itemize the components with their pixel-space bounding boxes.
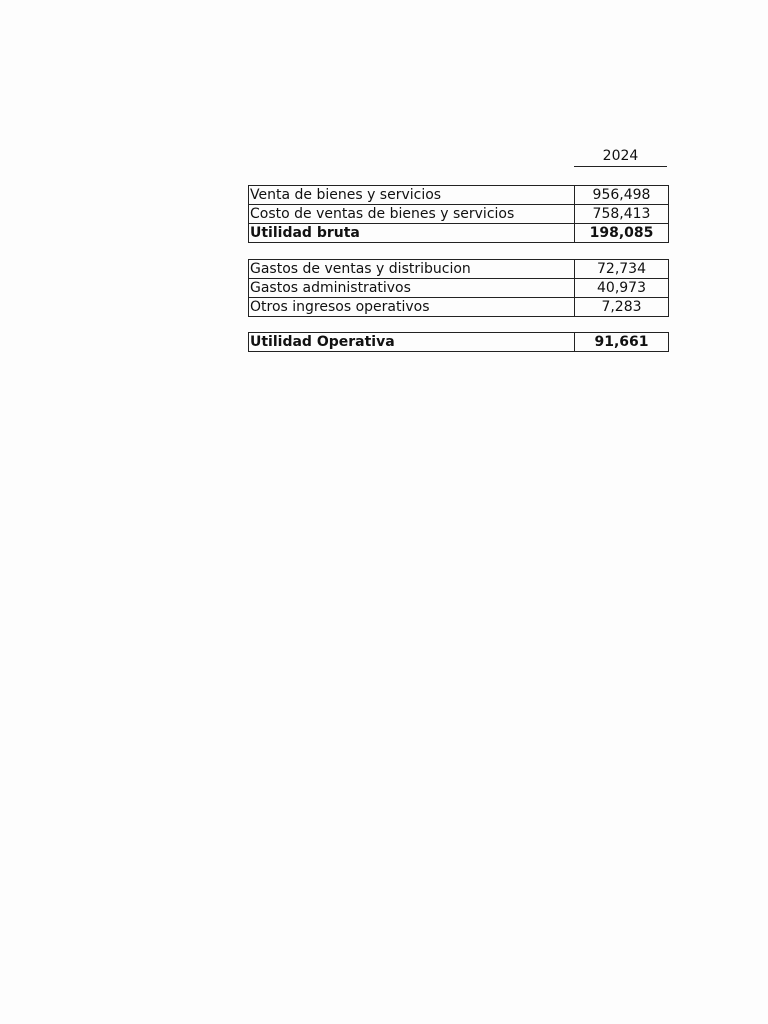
subtotal-row [249,224,669,243]
row-value[interactable]: 91,661 [575,333,669,352]
row-value[interactable]: 72,734 [575,260,669,279]
row-label[interactable]: Utilidad bruta [249,224,575,243]
year-column-header: 2024 [574,146,667,167]
row-label[interactable]: Costo de ventas de bienes y servicios [249,205,575,224]
row-value[interactable]: 956,498 [575,186,669,205]
row-value[interactable]: 758,413 [575,205,669,224]
row-label[interactable]: Gastos administrativos [249,279,575,298]
table-row [249,260,669,279]
row-label[interactable]: Utilidad Operativa [249,333,575,352]
table-row [249,205,669,224]
row-value[interactable]: 198,085 [575,224,669,243]
table-row [249,279,669,298]
row-value[interactable]: 7,283 [575,298,669,317]
row-value[interactable]: 40,973 [575,279,669,298]
gross-profit-table [248,185,669,243]
row-label[interactable]: Venta de bienes y servicios [249,186,575,205]
table-row [249,298,669,317]
operating-expenses-table [248,259,669,317]
table-row [249,186,669,205]
total-row [249,333,669,352]
row-label[interactable]: Gastos de ventas y distribucion [249,260,575,279]
row-label[interactable]: Otros ingresos operativos [249,298,575,317]
operating-profit-table [248,332,669,352]
